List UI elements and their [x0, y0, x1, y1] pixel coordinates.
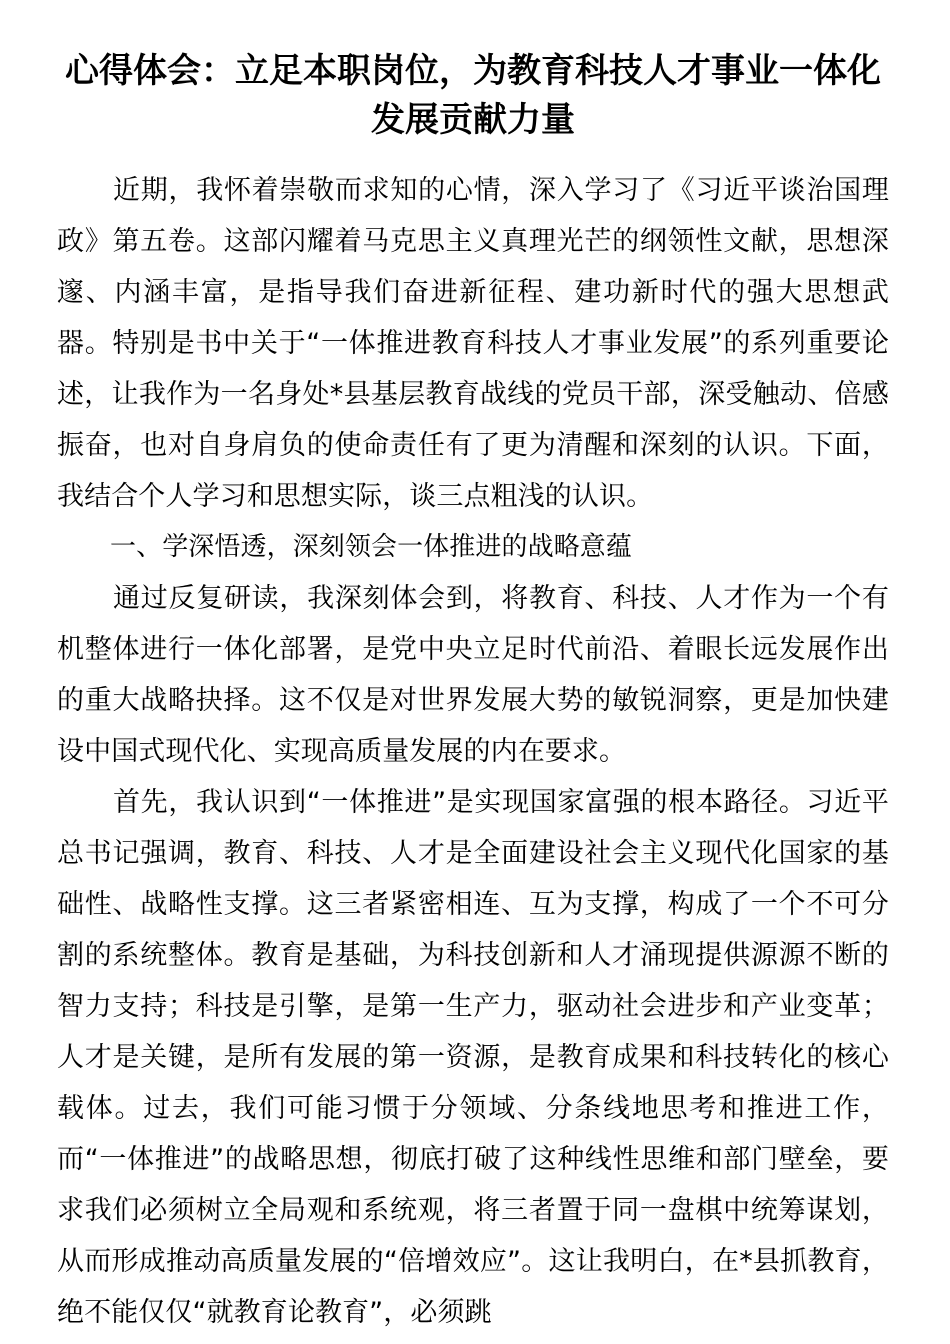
document-body	[57, 0, 889, 1338]
section-heading-one: 一、学深悟透，深刻领会一体推进的战略意蕴	[110, 532, 633, 562]
paragraph-intro: 近期，我怀着崇敬而求知的心情，深入学习了《习近平谈治国理政》第五卷。这部闪耀着马克思主义真理光芒的纲领性文献，思想深邃、内涵丰富，是指导我们奋进新征程、建功新时代的强大思想武器。特别是书中关于“一体推进教育科技人才事业发展”的系列重要论述，让我作为一名身处*县基层教育战线的党员干部，深受触动、倍感振奋，也对自身肩负的使命责任有了更为清醒和深刻的认识。下面，我结合个人学习和思想实际，谈三点粗浅的认识。	[57, 175, 889, 512]
page-title: 心得体会：立足本职岗位，为教育科技人才事业一体化发展贡献力量	[65, 51, 881, 140]
paragraph-section-one-a: 通过反复研读，我深刻体会到，将教育、科技、人才作为一个有机整体进行一体化部署，是党中央立足时代前沿、着眼长远发展作出的重大战略抉择。这不仅是对世界发展大势的敏锐洞察，更是加快建设中国式现代化、实现高质量发展的内在要求。	[57, 583, 889, 767]
paragraph-section-one-b: 首先，我认识到“一体推进”是实现国家富强的根本路径。习近平总书记强调，教育、科技、人才是全面建设社会主义现代化国家的基础性、战略性支撑。这三者紧密相连、互为支撑，构成了一个不可分割的系统整体。教育是基础，为科技创新和人才涌现提供源源不断的智力支持；科技是引擎，是第一生产力，驱动社会进步和产业变革；人才是关键，是所有发展的第一资源，是教育成果和科技转化的核心载体。过去，我们可能习惯于分领域、分条线地思考和推进工作，而“一体推进”的战略思想，彻底打破了这种线性思维和部门壁垒，要求我们必须树立全局观和系统观，将三者置于同一盘棋中统筹谋划，从而形成推动高质量发展的“倍增效应”。这让我明白，在*县抓教育，绝不能仅仅“就教育论教育”，必须跳	[57, 787, 889, 1328]
